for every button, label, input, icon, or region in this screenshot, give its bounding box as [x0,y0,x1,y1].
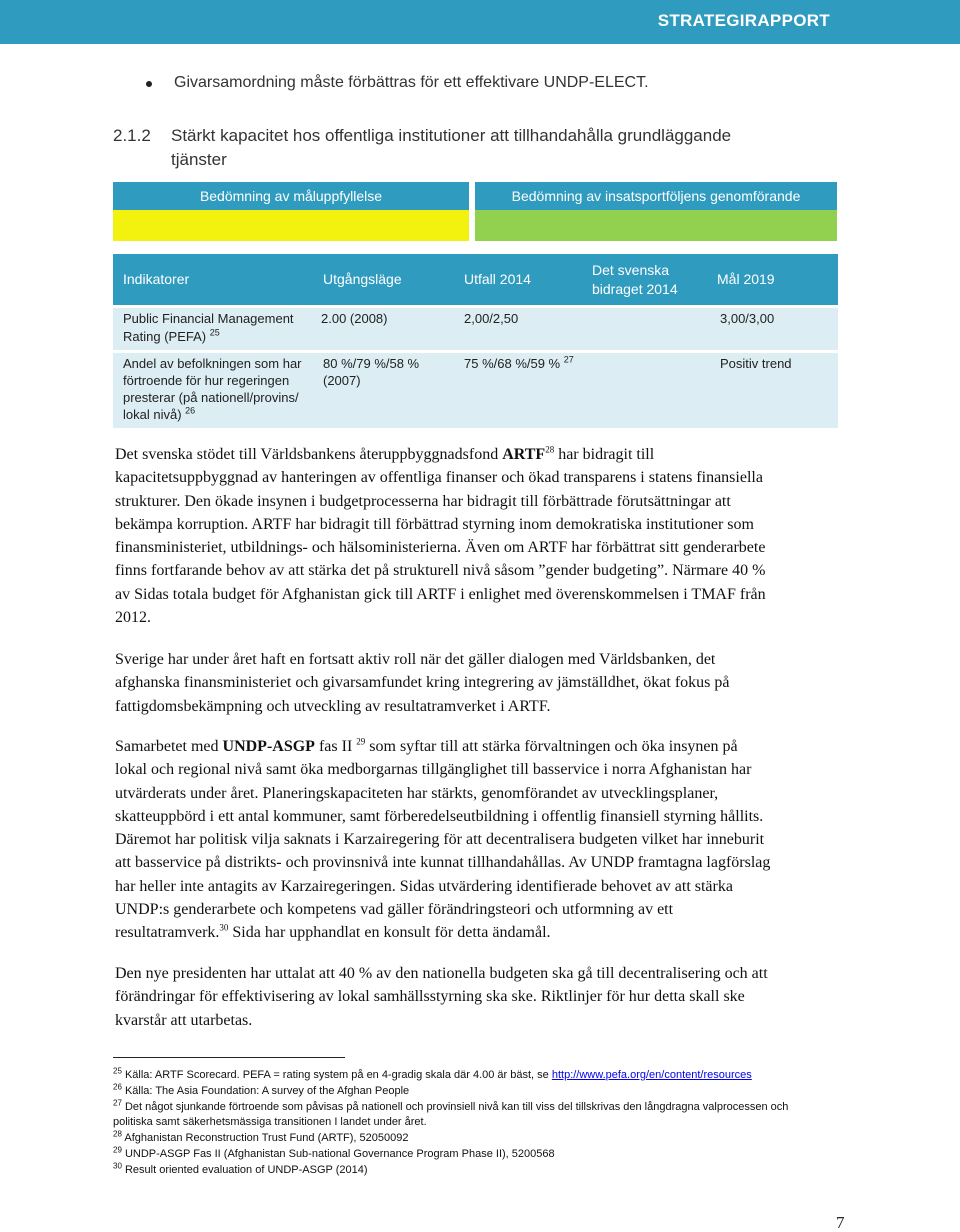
table-row [113,353,838,428]
portfolio-assessment [475,182,837,241]
row1-indicator-line2: Rating (PEFA) $^{25}$ [123,327,220,344]
row2-indicator-line4: lokal nivå) $^{26}$ [123,405,196,422]
footnote-ref-27: 27 [563,354,574,365]
row2-target: Positiv trend [720,356,792,371]
footnote-29: $^{29}$ UNDP-ASGP Fas II (Afghanistan Sub-national Governance Program Phase II), 5200568 [113,1145,555,1160]
portfolio-assessment-indicator [475,210,837,241]
bullet-dot [146,81,152,87]
report-title: STRATEGIRAPPORT [657,11,830,30]
row2-outcome: 75 %/68 %/59 % $^{27}$ [464,354,574,371]
table-header [113,254,838,305]
bullet-text: Givarsamordning måste förbättras för ett effektivare UNDP-ELECT. [174,74,649,91]
footnote-27: $^{27}$ Det något sjunkande förtroende som påvisas på nationell och provinsiell nivå kan till viss del tillskrivas den långdragna valprocessen och [113,1098,789,1113]
paragraph-artf: Det svenska stödet till Världsbankens återuppbyggnadsfond ARTF$^{28}$ har bidragit till kapacitetsuppbyggnad av hanteringen av offentliga finanser och ökad transparens i statens finansiella strukturer. Den ökade insynen i budgetprocesserna har bidragit till förbättrade förutsättningar att bekämpa korruption. ARTF har bidragit till förbättrad styrning inom demokratiska institutioner som finansministeriet, utbildnings- och hälsoministerierna. Även om ARTF har förbättrat sitt genderarbete finns fortfarande behov av att stärka det på strukturell nivå såsom ”gender budgeting”. Närmare 40 % av Sidas totala budget för Afghanistan gick till ARTF i enlighet med överenskommelsen i TMAF från 2012. [115,444,766,627]
row2-indicator-line3: presterar (på nationell/provins/ [123,390,299,405]
header-outcome: Utfall 2014 [464,271,531,287]
row1-indicator-line1: Public Financial Management [123,311,294,326]
footnote-ref-29: 29 [356,736,366,747]
page-number: 7 [836,1213,845,1232]
header-contribution-line2: bidraget 2014 [592,281,678,297]
footnote-ref-30: 30 [219,923,229,934]
row1-baseline: 2.00 (2008) [321,311,388,326]
row2-baseline-line2: (2007) [323,373,361,388]
header-indicators: Indikatorer [123,271,190,287]
pefa-link[interactable]: http://www.pefa.org/en/content/resources [551,1069,752,1081]
portfolio-assessment-label: Bedömning av insatsportföljens genomförande [475,182,837,210]
paragraph-dialogue: Sverige har under året haft en fortsatt aktiv roll när det gäller dialogen med Världsbanken, det afghanska finansministeriet och givarsamfundet kring integrering av jämställdhet, ökat fokus på fattigdomsbekämpning och utveckling av resultatramverket i ARTF. [115,651,730,715]
artf-term: ARTF [502,446,546,463]
section-title-line2: tjänster [171,150,227,169]
paragraph-undp-asgp: Samarbetet med UNDP-ASGP fas II $^{29}$ som syftar till att stärka förvaltningen och öka insynen på lokal och regional nivå samt öka medborgarnas tillgänglighet till basservice i norra Afghanistan har utvärderats under året. Planeringskapaciteten har stärkts, genomförandet av utvecklingsplaner, skatteuppbörd i ett antal kommuner, samt förberedelseutbildning i offentlig finansiell styrning hållits. Däremot har politisk vilja saknats i Karzairegering för att decentralisera budgeten vilket har inneburit att basservice på distrikts- och provinsnivå inte kunnat tillhandahållas. Av UNDP framtagna lagförslag har heller inte antagits av Karzairegeringen. Sidas utvärdering identifierade behovet av att stärka UNDP:s genderarbete och kompetens vad gäller förändringsteori och utformning av ett resultatramverk.$^{30}$ Sida har upphandlat en konsult för detta ändamål. [115,736,771,942]
header-target: Mål 2019 [717,271,775,287]
row2-indicator-line1: Andel av befolkningen som har [123,356,302,371]
footnote-28: $^{28}$ Afghanistan Reconstruction Trust Fund (ARTF), 52050092 [113,1129,409,1144]
footnote-30: $^{30}$ Result oriented evaluation of UNDP-ASGP (2014) [113,1161,368,1176]
goal-assessment-indicator [113,210,469,241]
footnote-25: $^{25}$ Källa: ARTF Scorecard. PEFA = rating system på en 4-gradig skala där 4.00 är bäst, se http://www.pefa.org/en/content/resources [113,1066,752,1081]
undp-asgp-term: UNDP-ASGP [222,738,315,755]
footnote-divider [113,1057,345,1058]
goal-assessment [113,182,469,241]
row1-outcome: 2,00/2,50 [464,311,519,326]
row2-baseline-line1: 80 %/79 %/58 % [323,356,420,371]
footnote-27-cont: politiska samt säkerhetsmässiga transitionen I landet under året. [113,1116,427,1128]
header-bar [0,0,960,44]
section-number: 2.1.2 [113,126,151,145]
footnote-26: $^{26}$ Källa: The Asia Foundation: A survey of the Afghan People [113,1082,410,1097]
row2-indicator-line2: förtroende för hur regeringen [123,373,290,388]
goal-assessment-label: Bedömning av måluppfyllelse [113,182,469,210]
paragraph-president: Den nye presidenten har uttalat att 40 % av den nationella budgeten ska gå till decentralisering och att förändringar för effektivisering av lokal samhällsstyrning ska ske. Riktlinjer för hur detta skall ske kvarstår att utarbetas. [115,965,768,1029]
table-row [113,308,838,350]
header-contribution-line1: Det svenska [592,262,670,278]
row1-target: 3,00/3,00 [720,311,775,326]
footnote-ref-28: 28 [545,444,555,455]
footnote-ref-26: 26 [185,405,196,416]
footnote-ref-25: 25 [209,327,220,338]
header-baseline: Utgångsläge [323,271,402,287]
section-title-line1: Stärkt kapacitet hos offentliga institutioner att tillhandahålla grundläggande [171,126,732,145]
